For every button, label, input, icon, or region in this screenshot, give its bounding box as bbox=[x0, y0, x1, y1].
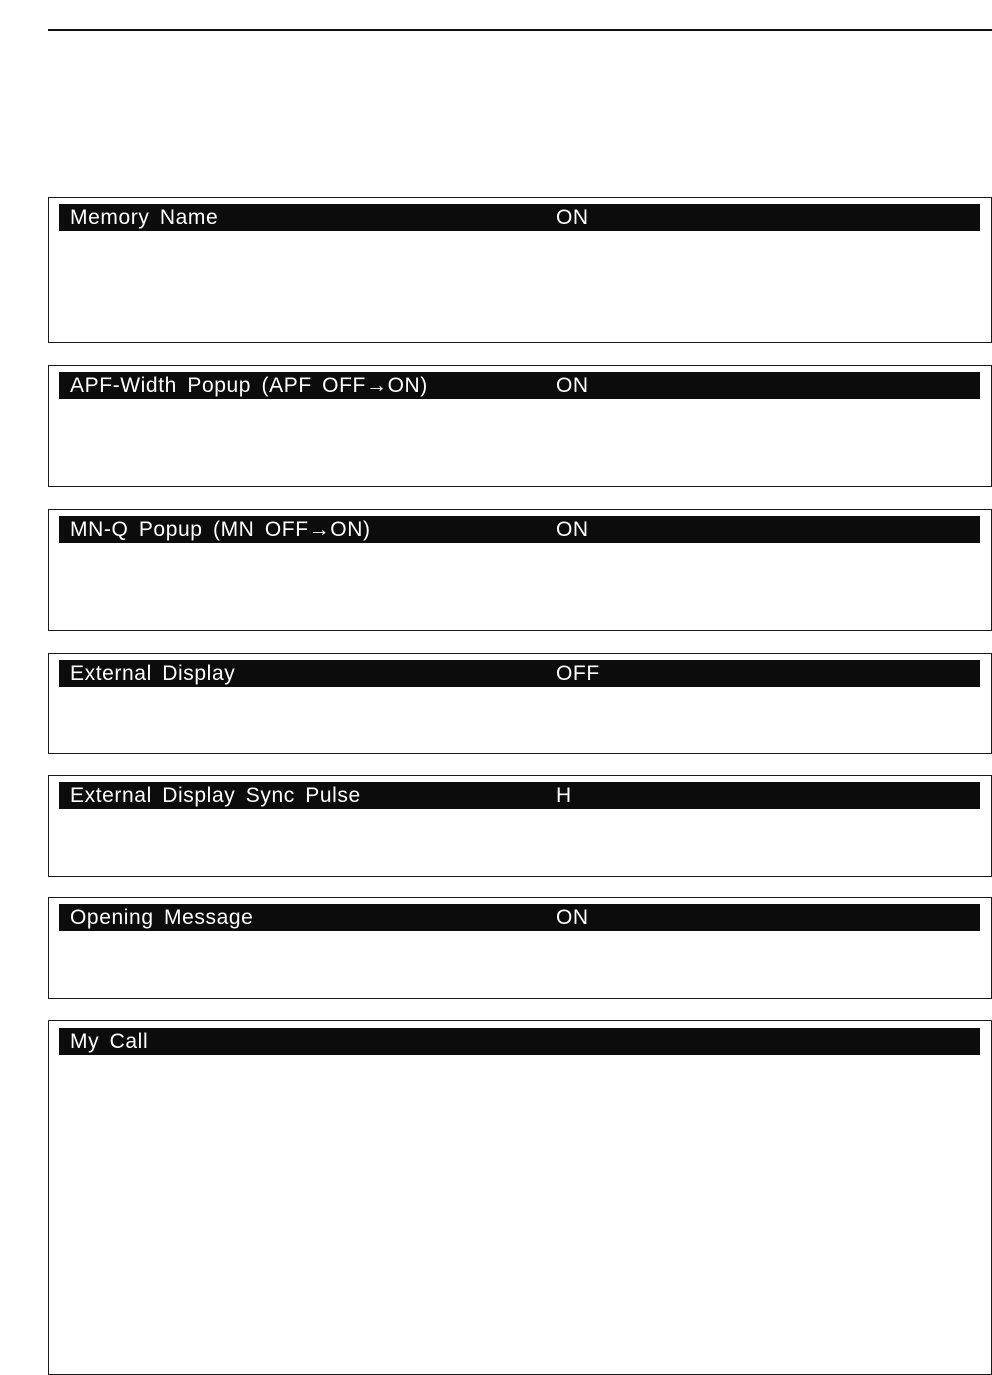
setting-name: External Display bbox=[70, 662, 236, 685]
setting-header-bar bbox=[59, 516, 980, 543]
setting-default-value: ON bbox=[556, 374, 589, 397]
setting-external-display bbox=[48, 653, 992, 754]
setting-default-value: H bbox=[556, 784, 572, 807]
setting-name: Memory Name bbox=[70, 206, 219, 229]
setting-name: External Display Sync Pulse bbox=[70, 784, 361, 807]
setting-my-call bbox=[48, 1020, 992, 1375]
setting-mn-q-popup bbox=[48, 509, 992, 631]
setting-default-value: ON bbox=[556, 206, 589, 229]
setting-header-bar bbox=[59, 372, 980, 399]
setting-apf-width-popup bbox=[48, 365, 992, 487]
setting-name: My Call bbox=[70, 1030, 149, 1053]
setting-header-bar bbox=[59, 1028, 980, 1055]
setting-opening-message bbox=[48, 897, 992, 999]
setting-name: APF-Width Popup (APF OFF→ON) bbox=[70, 374, 428, 397]
setting-default-value: ON bbox=[556, 906, 589, 929]
setting-external-display-sync-pulse bbox=[48, 775, 992, 877]
setting-header-bar bbox=[59, 782, 980, 809]
setting-default-value: OFF bbox=[556, 662, 600, 685]
setting-name: Opening Message bbox=[70, 906, 254, 929]
setting-memory-name bbox=[48, 197, 992, 343]
setting-default-value: ON bbox=[556, 518, 589, 541]
setting-header-bar bbox=[59, 660, 980, 687]
setting-header-bar bbox=[59, 904, 980, 931]
setting-name: MN-Q Popup (MN OFF→ON) bbox=[70, 518, 371, 541]
setting-header-bar bbox=[59, 204, 980, 231]
header-rule bbox=[48, 29, 992, 31]
